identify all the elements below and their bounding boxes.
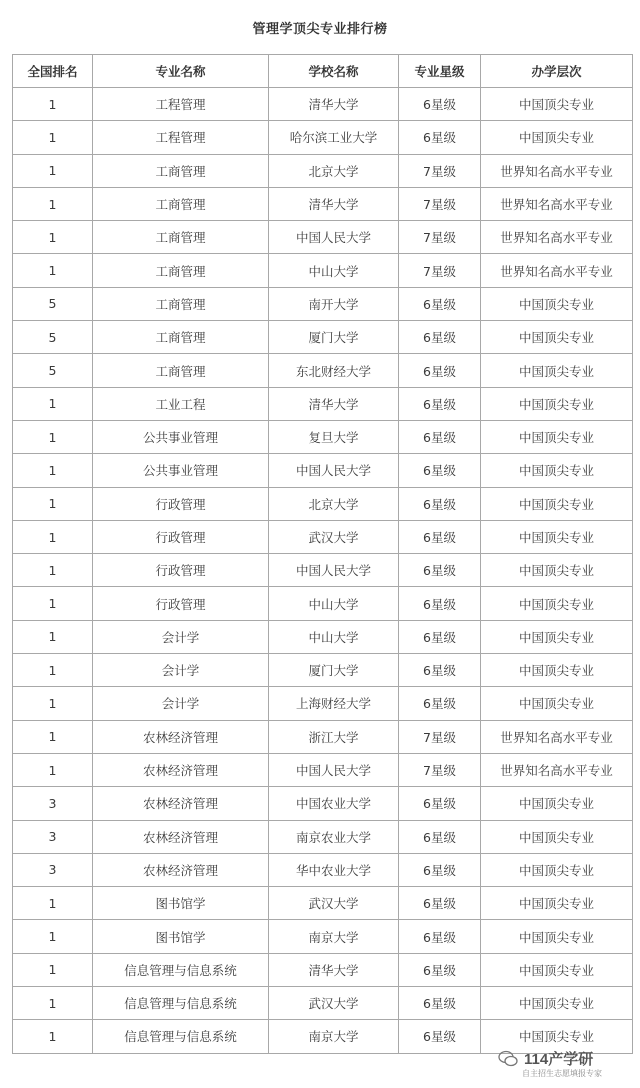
cell-school: 中山大学 [269, 587, 399, 620]
cell-star: 6星级 [399, 620, 481, 653]
ranking-table [12, 54, 633, 1054]
header-major: 专业名称 [93, 55, 269, 88]
cell-school: 清华大学 [269, 387, 399, 420]
table-row [13, 953, 633, 986]
cell-school: 北京大学 [269, 487, 399, 520]
cell-star: 6星级 [399, 354, 481, 387]
header-star: 专业星级 [399, 55, 481, 88]
cell-major: 行政管理 [93, 520, 269, 553]
cell-level: 中国顶尖专业 [481, 354, 633, 387]
table-row [13, 121, 633, 154]
cell-star: 6星级 [399, 887, 481, 920]
table-row [13, 454, 633, 487]
cell-star: 6星级 [399, 287, 481, 320]
table-row [13, 820, 633, 853]
cell-major: 农林经济管理 [93, 787, 269, 820]
cell-level: 中国顶尖专业 [481, 520, 633, 553]
table-row [13, 654, 633, 687]
table-row [13, 620, 633, 653]
cell-major: 行政管理 [93, 554, 269, 587]
cell-level: 中国顶尖专业 [481, 88, 633, 121]
cell-rank: 1 [13, 187, 93, 220]
table-row [13, 753, 633, 786]
header-level: 办学层次 [481, 55, 633, 88]
cell-rank: 1 [13, 254, 93, 287]
table-row [13, 853, 633, 886]
cell-star: 6星级 [399, 321, 481, 354]
table-row [13, 354, 633, 387]
cell-star: 6星级 [399, 454, 481, 487]
cell-star: 6星级 [399, 587, 481, 620]
cell-school: 武汉大学 [269, 987, 399, 1020]
cell-level: 中国顶尖专业 [481, 287, 633, 320]
cell-level: 中国顶尖专业 [481, 420, 633, 453]
watermark-text: 114产学研 [524, 1051, 594, 1068]
cell-rank: 1 [13, 953, 93, 986]
cell-school: 上海财经大学 [269, 687, 399, 720]
cell-rank: 5 [13, 354, 93, 387]
table-row [13, 154, 633, 187]
cell-school: 华中农业大学 [269, 853, 399, 886]
cell-major: 信息管理与信息系统 [93, 1020, 269, 1053]
cell-star: 6星级 [399, 853, 481, 886]
cell-level: 中国顶尖专业 [481, 587, 633, 620]
cell-school: 中国人民大学 [269, 221, 399, 254]
table-row [13, 287, 633, 320]
cell-major: 工业工程 [93, 387, 269, 420]
cell-rank: 1 [13, 121, 93, 154]
table-row [13, 387, 633, 420]
cell-major: 工商管理 [93, 354, 269, 387]
cell-major: 会计学 [93, 654, 269, 687]
cell-star: 6星级 [399, 554, 481, 587]
cell-star: 6星级 [399, 787, 481, 820]
cell-school: 北京大学 [269, 154, 399, 187]
watermark [498, 1048, 618, 1078]
cell-school: 武汉大学 [269, 887, 399, 920]
cell-level: 世界知名高水平专业 [481, 221, 633, 254]
cell-rank: 1 [13, 720, 93, 753]
cell-school: 清华大学 [269, 187, 399, 220]
watermark-subtext: 自主招生志愿填报专家 [522, 1069, 602, 1078]
cell-major: 工商管理 [93, 187, 269, 220]
cell-major: 公共事业管理 [93, 454, 269, 487]
cell-level: 中国顶尖专业 [481, 920, 633, 953]
table-row [13, 520, 633, 553]
cell-rank: 1 [13, 887, 93, 920]
cell-star: 6星级 [399, 88, 481, 121]
cell-major: 农林经济管理 [93, 820, 269, 853]
cell-level: 中国顶尖专业 [481, 787, 633, 820]
cell-major: 图书馆学 [93, 920, 269, 953]
cell-rank: 1 [13, 620, 93, 653]
table-row [13, 787, 633, 820]
cell-rank: 1 [13, 221, 93, 254]
table-row [13, 88, 633, 121]
cell-star: 6星级 [399, 1020, 481, 1053]
cell-school: 清华大学 [269, 88, 399, 121]
cell-school: 厦门大学 [269, 321, 399, 354]
cell-major: 工商管理 [93, 287, 269, 320]
table-row [13, 720, 633, 753]
cell-level: 中国顶尖专业 [481, 853, 633, 886]
cell-level: 中国顶尖专业 [481, 887, 633, 920]
cell-star: 6星级 [399, 420, 481, 453]
cell-school: 复旦大学 [269, 420, 399, 453]
cell-major: 工程管理 [93, 121, 269, 154]
cell-major: 工商管理 [93, 221, 269, 254]
cell-level: 中国顶尖专业 [481, 953, 633, 986]
cell-star: 7星级 [399, 154, 481, 187]
table-header-row [13, 55, 633, 88]
cell-major: 工程管理 [93, 88, 269, 121]
cell-major: 工商管理 [93, 321, 269, 354]
cell-major: 工商管理 [93, 254, 269, 287]
cell-rank: 1 [13, 554, 93, 587]
cell-school: 武汉大学 [269, 520, 399, 553]
cell-school: 南开大学 [269, 287, 399, 320]
cell-rank: 1 [13, 1020, 93, 1053]
cell-level: 中国顶尖专业 [481, 620, 633, 653]
cell-rank: 1 [13, 88, 93, 121]
cell-star: 6星级 [399, 487, 481, 520]
table-row [13, 920, 633, 953]
wechat-icon [498, 1050, 518, 1068]
table-row [13, 887, 633, 920]
cell-level: 中国顶尖专业 [481, 554, 633, 587]
cell-school: 中国人民大学 [269, 454, 399, 487]
cell-school: 中国人民大学 [269, 753, 399, 786]
cell-school: 南京农业大学 [269, 820, 399, 853]
header-school: 学校名称 [269, 55, 399, 88]
cell-rank: 1 [13, 520, 93, 553]
cell-rank: 1 [13, 487, 93, 520]
cell-star: 6星级 [399, 387, 481, 420]
table-row [13, 987, 633, 1020]
cell-major: 图书馆学 [93, 887, 269, 920]
cell-school: 南京大学 [269, 920, 399, 953]
table-row [13, 487, 633, 520]
cell-school: 哈尔滨工业大学 [269, 121, 399, 154]
cell-major: 工商管理 [93, 154, 269, 187]
table-row [13, 254, 633, 287]
cell-school: 浙江大学 [269, 720, 399, 753]
cell-level: 中国顶尖专业 [481, 387, 633, 420]
cell-level: 中国顶尖专业 [481, 987, 633, 1020]
table-row [13, 221, 633, 254]
cell-star: 7星级 [399, 254, 481, 287]
cell-major: 信息管理与信息系统 [93, 953, 269, 986]
cell-school: 南京大学 [269, 1020, 399, 1053]
cell-rank: 1 [13, 920, 93, 953]
cell-star: 7星级 [399, 221, 481, 254]
cell-rank: 1 [13, 387, 93, 420]
table-row [13, 554, 633, 587]
cell-major: 公共事业管理 [93, 420, 269, 453]
cell-rank: 1 [13, 454, 93, 487]
table-row [13, 187, 633, 220]
cell-school: 中国农业大学 [269, 787, 399, 820]
cell-school: 中国人民大学 [269, 554, 399, 587]
cell-rank: 3 [13, 853, 93, 886]
table-row [13, 321, 633, 354]
table-row [13, 420, 633, 453]
cell-level: 中国顶尖专业 [481, 454, 633, 487]
cell-rank: 1 [13, 753, 93, 786]
cell-level: 中国顶尖专业 [481, 687, 633, 720]
cell-rank: 1 [13, 420, 93, 453]
cell-rank: 1 [13, 654, 93, 687]
cell-star: 6星级 [399, 654, 481, 687]
cell-star: 6星级 [399, 121, 481, 154]
cell-rank: 5 [13, 287, 93, 320]
cell-major: 会计学 [93, 687, 269, 720]
cell-star: 6星级 [399, 687, 481, 720]
cell-school: 清华大学 [269, 953, 399, 986]
cell-star: 7星级 [399, 187, 481, 220]
cell-major: 农林经济管理 [93, 720, 269, 753]
cell-major: 行政管理 [93, 487, 269, 520]
cell-major: 会计学 [93, 620, 269, 653]
cell-star: 7星级 [399, 753, 481, 786]
cell-star: 6星级 [399, 520, 481, 553]
cell-level: 世界知名高水平专业 [481, 154, 633, 187]
cell-level: 中国顶尖专业 [481, 487, 633, 520]
cell-rank: 3 [13, 820, 93, 853]
cell-major: 信息管理与信息系统 [93, 987, 269, 1020]
cell-major: 农林经济管理 [93, 853, 269, 886]
cell-school: 厦门大学 [269, 654, 399, 687]
cell-level: 世界知名高水平专业 [481, 254, 633, 287]
cell-rank: 1 [13, 687, 93, 720]
cell-level: 中国顶尖专业 [481, 820, 633, 853]
cell-level: 世界知名高水平专业 [481, 753, 633, 786]
cell-level: 中国顶尖专业 [481, 321, 633, 354]
table-row [13, 687, 633, 720]
cell-school: 中山大学 [269, 620, 399, 653]
cell-star: 6星级 [399, 987, 481, 1020]
cell-star: 7星级 [399, 720, 481, 753]
cell-level: 世界知名高水平专业 [481, 187, 633, 220]
header-rank: 全国排名 [13, 55, 93, 88]
cell-major: 行政管理 [93, 587, 269, 620]
page-title: 管理学顶尖专业排行榜 [252, 22, 388, 37]
cell-level: 世界知名高水平专业 [481, 720, 633, 753]
cell-star: 6星级 [399, 820, 481, 853]
cell-rank: 1 [13, 154, 93, 187]
cell-school: 中山大学 [269, 254, 399, 287]
cell-rank: 5 [13, 321, 93, 354]
cell-level: 中国顶尖专业 [481, 121, 633, 154]
cell-major: 农林经济管理 [93, 753, 269, 786]
cell-rank: 1 [13, 987, 93, 1020]
cell-level: 中国顶尖专业 [481, 654, 633, 687]
cell-rank: 1 [13, 587, 93, 620]
cell-star: 6星级 [399, 953, 481, 986]
cell-school: 东北财经大学 [269, 354, 399, 387]
cell-star: 6星级 [399, 920, 481, 953]
cell-rank: 3 [13, 787, 93, 820]
table-row [13, 587, 633, 620]
cell-level: 中国顶尖专业 [481, 1020, 633, 1053]
